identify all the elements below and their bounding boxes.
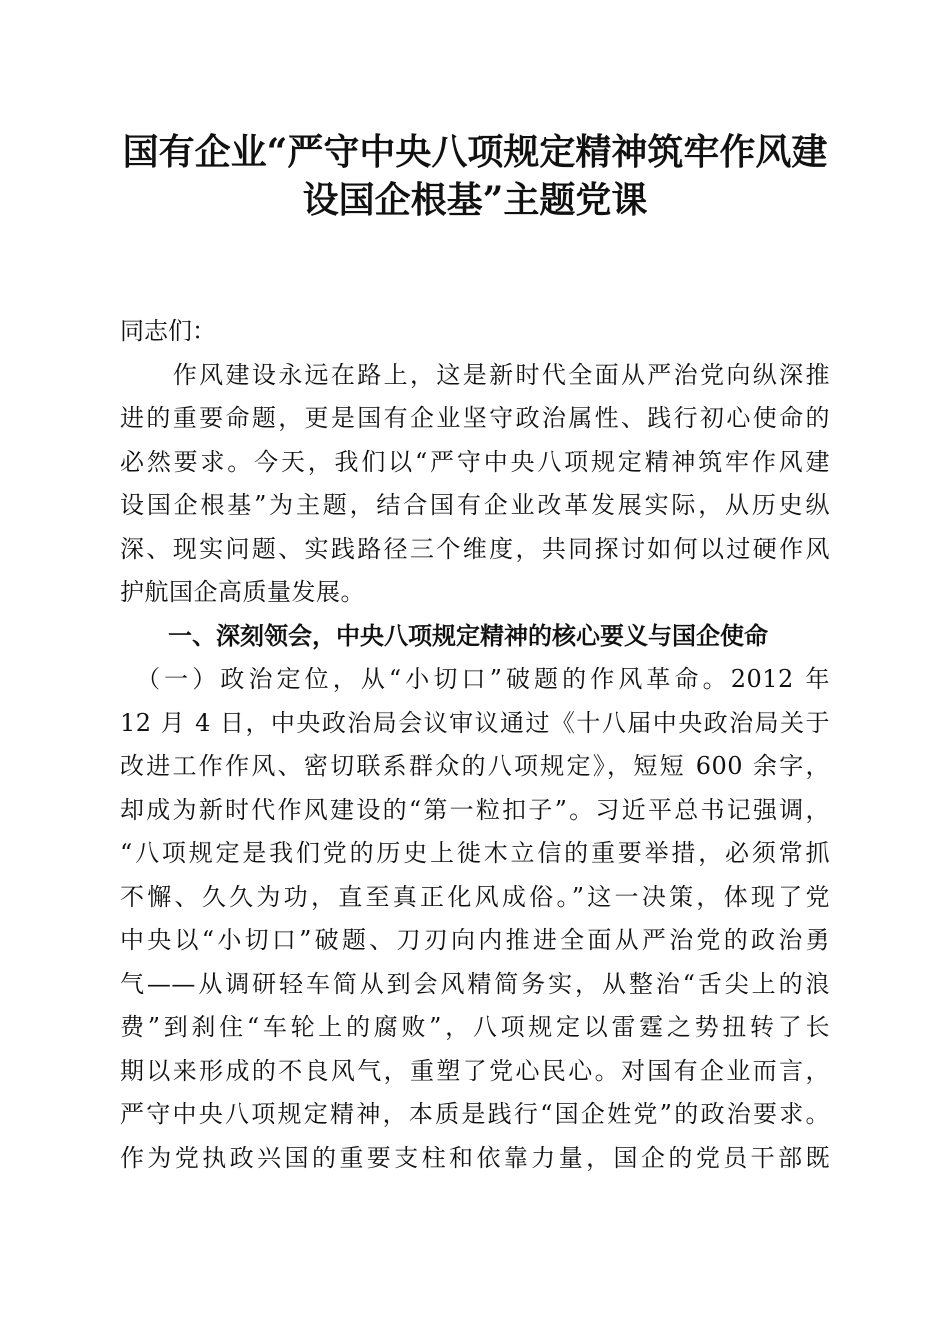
salutation: 同志们： [120, 317, 216, 345]
paragraph-line: 不懈、久久为功，直至真正化风成俗。”这一决策，体现了党 [120, 882, 830, 911]
document-body [120, 310, 830, 1180]
section-heading: 一、深刻领会，中央八项规定精神的核心要义与国企使命 [168, 621, 768, 650]
paragraph-line: 中央以“小切口”破题、刀刃向内推进全面从严治党的政治勇 [120, 926, 830, 954]
title-line: 设国企根基”主题党课 [302, 179, 648, 221]
document-page [120, 128, 830, 1180]
paragraph-line: 12 月 4 日，中央政治局会议审议通过《十八届中央政治局关于 [120, 708, 830, 737]
paragraph-line: 费”到刹住“车轮上的腐败”，八项规定以雷霆之势扭转了长 [120, 1013, 830, 1041]
paragraph-line: 作风建设永远在路上，这是新时代全面从严治党向纵深推 [120, 360, 830, 389]
paragraph-line: 深、现实问题、实践路径三个维度，共同探讨如何以过硬作风 [120, 534, 830, 563]
paragraph-line: 护航国企高质量发展。 [120, 578, 365, 606]
paragraph-line: 进的重要命题，更是国有企业坚守政治属性、践行初心使命的 [120, 404, 830, 432]
paragraph-line: 必然要求。今天，我们以“严守中央八项规定精神筑牢作风建 [120, 447, 830, 476]
paragraph-line: 期以来形成的不良风气，重塑了党心民心。对国有企业而言， [120, 1056, 830, 1085]
paragraph-line: 设国企根基”为主题，结合国有企业改革发展实际，从历史纵 [120, 491, 830, 519]
title-line: 国有企业“严守中央八项规定精神筑牢作风建 [122, 131, 828, 173]
paragraph-line: 却成为新时代作风建设的“第一粒扣子”。习近平总书记强调， [120, 795, 830, 824]
paragraph-line: 改进工作作风、密切联系群众的八项规定》，短短 600 余字， [120, 752, 830, 780]
document-title [120, 128, 830, 224]
paragraph-line: 严守中央八项规定精神，本质是践行“国企姓党”的政治要求。 [120, 1100, 830, 1128]
intro-paragraph [120, 354, 830, 615]
paragraph-line: （一）政治定位，从“小切口”破题的作风革命。2012 年 [120, 665, 830, 693]
paragraph-line: “八项规定是我们党的历史上徙木立信的重要举措，必须常抓 [120, 839, 830, 867]
section-paragraph [120, 658, 830, 1180]
paragraph-line: 气——从调研轻车简从到会风精简务实，从整治“舌尖上的浪 [120, 969, 830, 998]
paragraph-line: 作为党执政兴国的重要支柱和依靠力量，国企的党员干部既 [120, 1143, 830, 1172]
